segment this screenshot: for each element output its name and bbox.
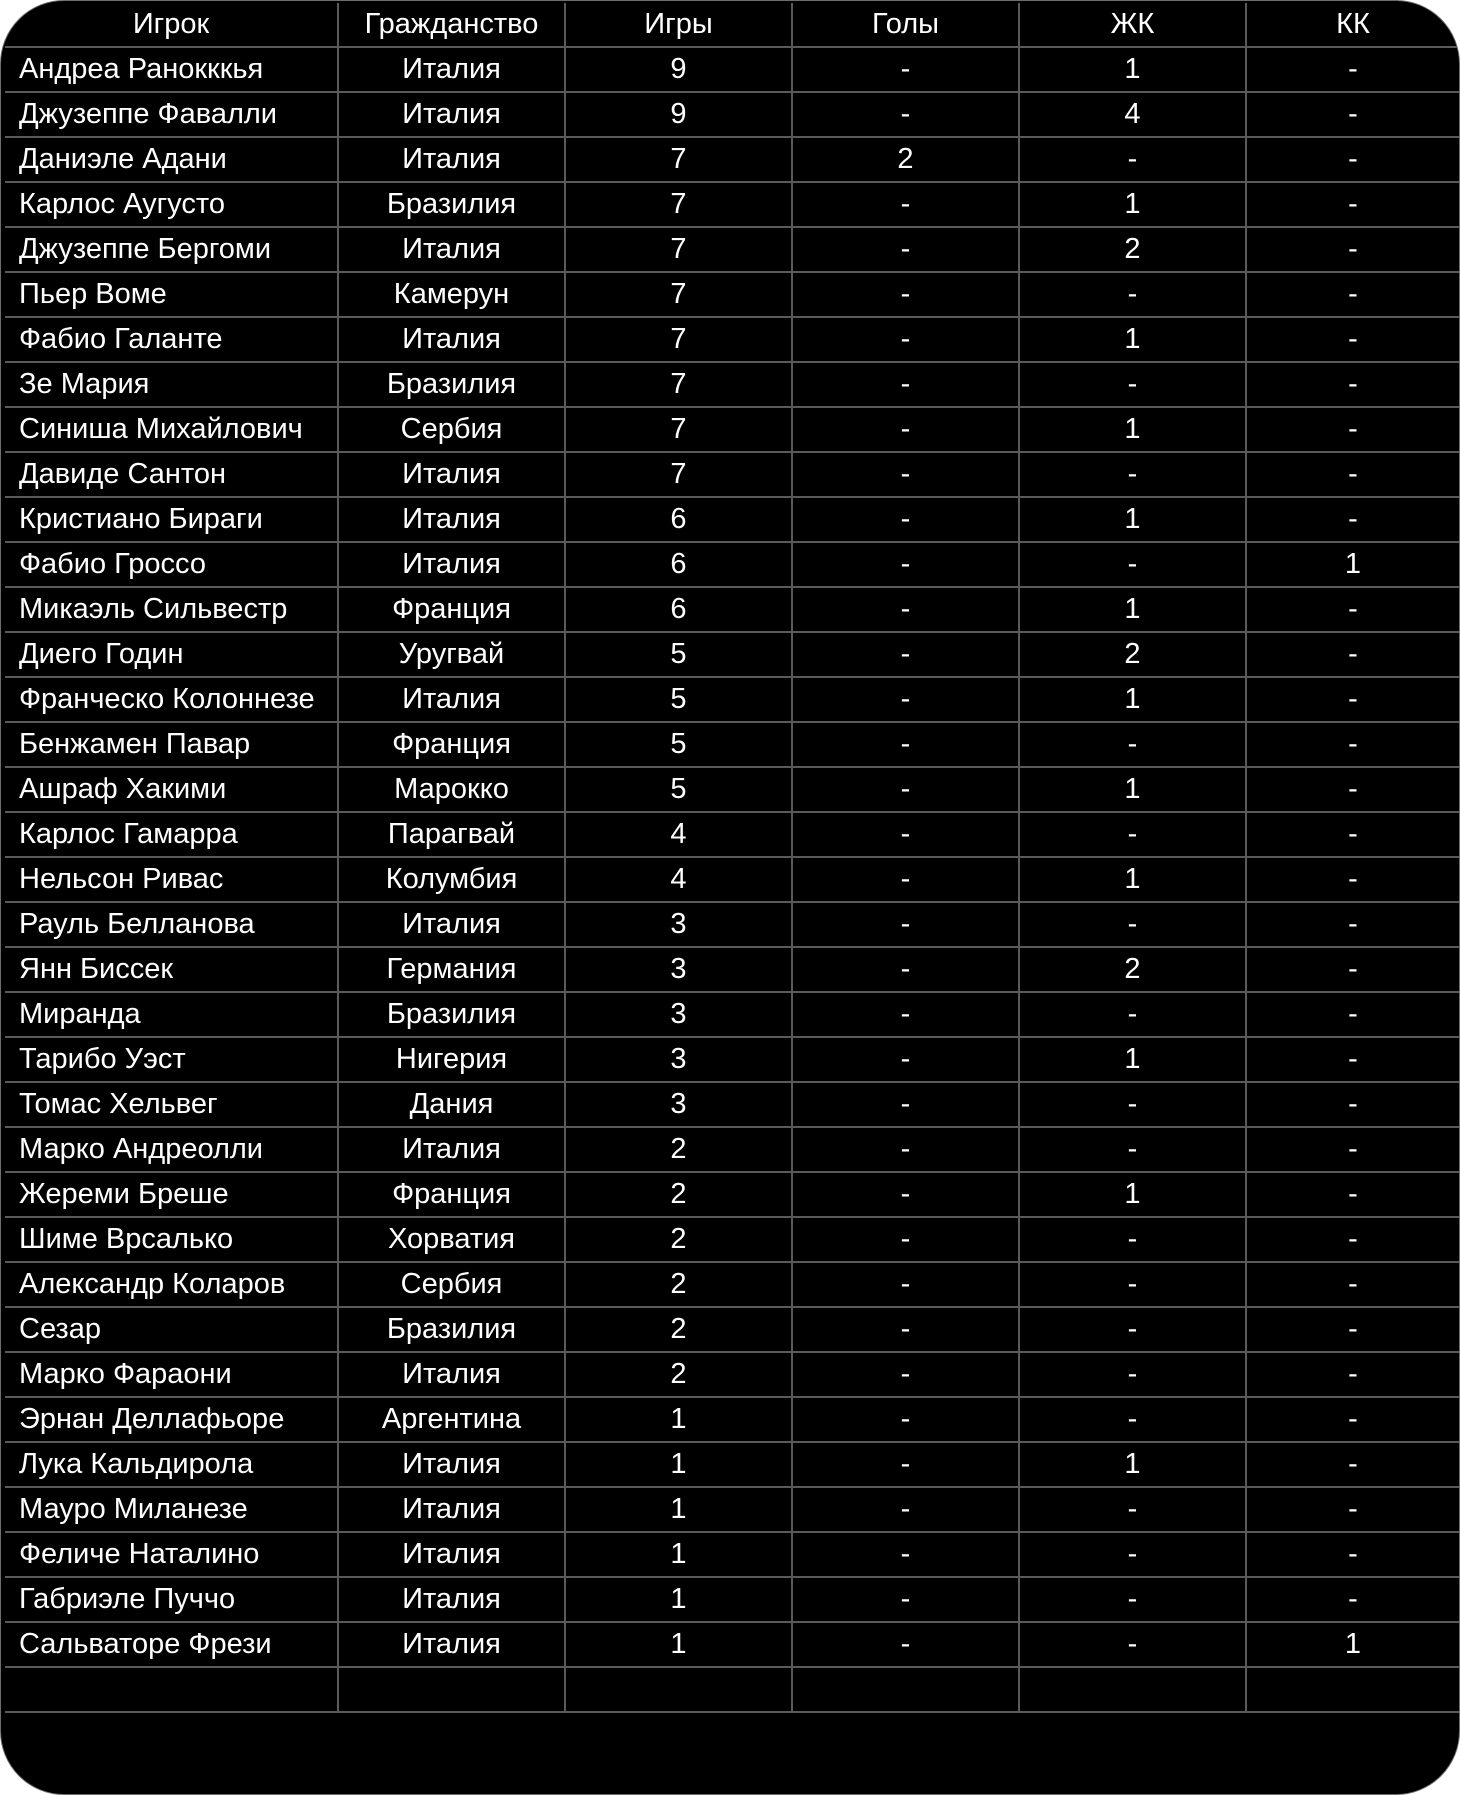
goals-cell: - [792,1577,1019,1622]
red-cards-cell: - [1246,1442,1459,1487]
citizenship-cell: Италия [338,227,565,272]
citizenship-cell: Италия [338,47,565,92]
player-name-cell: Зе Мария [5,362,338,407]
table-row [5,722,1459,767]
table-row [5,1082,1459,1127]
table-row [5,182,1459,227]
yellow-cards-cell: - [1019,1487,1246,1532]
header-red-cards: КК [1246,3,1459,47]
yellow-cards-cell: 4 [1019,92,1246,137]
citizenship-cell: Италия [338,1442,565,1487]
goals-cell: - [792,1127,1019,1172]
games-cell: 2 [565,1307,792,1352]
red-cards-cell: - [1246,947,1459,992]
goals-cell: - [792,587,1019,632]
games-cell: 3 [565,992,792,1037]
games-cell: 1 [565,1532,792,1577]
yellow-cards-cell: 1 [1019,1442,1246,1487]
table-row [5,812,1459,857]
red-cards-cell: - [1246,137,1459,182]
player-name-cell: Миранда [5,992,338,1037]
table-row [5,902,1459,947]
table-row [5,272,1459,317]
player-name-cell: Сезар [5,1307,338,1352]
player-name-cell: Александр Коларов [5,1262,338,1307]
empty-cell [565,1667,792,1712]
red-cards-cell: - [1246,1037,1459,1082]
goals-cell: - [792,317,1019,362]
citizenship-cell: Парагвай [338,812,565,857]
red-cards-cell: - [1246,182,1459,227]
table-row [5,947,1459,992]
games-cell: 4 [565,857,792,902]
games-cell: 4 [565,812,792,857]
yellow-cards-cell: 1 [1019,317,1246,362]
player-name-cell: Габриэле Пуччо [5,1577,338,1622]
table-row [5,632,1459,677]
red-cards-cell: - [1246,677,1459,722]
yellow-cards-cell: 1 [1019,1037,1246,1082]
games-cell: 2 [565,1217,792,1262]
yellow-cards-cell: - [1019,137,1246,182]
citizenship-cell: Камерун [338,272,565,317]
games-cell: 7 [565,137,792,182]
red-cards-cell: - [1246,407,1459,452]
red-cards-cell: - [1246,857,1459,902]
table-row [5,1577,1459,1622]
player-name-cell: Пьер Воме [5,272,338,317]
table-body [5,47,1459,1712]
header-yellow-cards: ЖК [1019,3,1246,47]
table-row [5,452,1459,497]
citizenship-cell: Италия [338,137,565,182]
citizenship-cell: Италия [338,1352,565,1397]
games-cell: 1 [565,1577,792,1622]
player-stats-table [5,3,1459,1713]
yellow-cards-cell: - [1019,1262,1246,1307]
table-row [5,992,1459,1037]
games-cell: 7 [565,182,792,227]
red-cards-cell: - [1246,1262,1459,1307]
games-cell: 1 [565,1622,792,1667]
red-cards-cell: - [1246,47,1459,92]
citizenship-cell: Италия [338,1532,565,1577]
yellow-cards-cell: 2 [1019,632,1246,677]
player-name-cell: Шиме Врсалько [5,1217,338,1262]
citizenship-cell: Бразилия [338,1307,565,1352]
games-cell: 5 [565,677,792,722]
red-cards-cell: - [1246,767,1459,812]
player-name-cell: Марко Фараони [5,1352,338,1397]
player-name-cell: Феличе Наталино [5,1532,338,1577]
red-cards-cell: - [1246,902,1459,947]
goals-cell: - [792,1622,1019,1667]
yellow-cards-cell: - [1019,1352,1246,1397]
yellow-cards-cell: 1 [1019,857,1246,902]
yellow-cards-cell: 1 [1019,182,1246,227]
goals-cell: - [792,992,1019,1037]
yellow-cards-cell: 2 [1019,227,1246,272]
table-row [5,47,1459,92]
player-name-cell: Бенжамен Павар [5,722,338,767]
goals-cell: - [792,1307,1019,1352]
games-cell: 6 [565,497,792,542]
red-cards-cell: - [1246,722,1459,767]
goals-cell: - [792,92,1019,137]
goals-cell: - [792,767,1019,812]
citizenship-cell: Колумбия [338,857,565,902]
goals-cell: - [792,47,1019,92]
player-name-cell: Франческо Колоннезе [5,677,338,722]
goals-cell: - [792,722,1019,767]
red-cards-cell: - [1246,1172,1459,1217]
yellow-cards-cell: - [1019,902,1246,947]
games-cell: 3 [565,1037,792,1082]
games-cell: 5 [565,767,792,812]
games-cell: 1 [565,1487,792,1532]
table-row [5,1352,1459,1397]
citizenship-cell: Уругвай [338,632,565,677]
goals-cell: - [792,1397,1019,1442]
table-row [5,227,1459,272]
yellow-cards-cell: - [1019,1532,1246,1577]
table-row [5,1037,1459,1082]
games-cell: 2 [565,1127,792,1172]
red-cards-cell: 1 [1246,542,1459,587]
games-cell: 1 [565,1442,792,1487]
goals-cell: - [792,452,1019,497]
goals-cell: - [792,1352,1019,1397]
citizenship-cell: Аргентина [338,1397,565,1442]
yellow-cards-cell: - [1019,1577,1246,1622]
citizenship-cell: Сербия [338,407,565,452]
yellow-cards-cell: 1 [1019,587,1246,632]
yellow-cards-cell: - [1019,1622,1246,1667]
header-row [5,3,1459,47]
citizenship-cell: Бразилия [338,182,565,227]
player-name-cell: Андреа Ранокккья [5,47,338,92]
player-name-cell: Лука Кальдирола [5,1442,338,1487]
red-cards-cell: - [1246,1487,1459,1532]
red-cards-cell: - [1246,1082,1459,1127]
empty-cell [5,1667,338,1712]
player-name-cell: Диего Годин [5,632,338,677]
red-cards-cell: - [1246,587,1459,632]
table-row [5,1172,1459,1217]
yellow-cards-cell: - [1019,722,1246,767]
yellow-cards-cell: 1 [1019,407,1246,452]
table-row [5,767,1459,812]
table-row [5,1262,1459,1307]
citizenship-cell: Италия [338,1622,565,1667]
games-cell: 2 [565,1262,792,1307]
red-cards-cell: - [1246,632,1459,677]
empty-table-row [5,1667,1459,1712]
goals-cell: - [792,1037,1019,1082]
player-name-cell: Тарибо Уэст [5,1037,338,1082]
goals-cell: - [792,1082,1019,1127]
citizenship-cell: Нигерия [338,1037,565,1082]
goals-cell: - [792,812,1019,857]
yellow-cards-cell: - [1019,1127,1246,1172]
citizenship-cell: Франция [338,587,565,632]
yellow-cards-cell: - [1019,1217,1246,1262]
goals-cell: - [792,677,1019,722]
table-row [5,317,1459,362]
citizenship-cell: Германия [338,947,565,992]
yellow-cards-cell: 2 [1019,947,1246,992]
player-name-cell: Давиде Сантон [5,452,338,497]
goals-cell: - [792,182,1019,227]
yellow-cards-cell: 1 [1019,767,1246,812]
red-cards-cell: - [1246,452,1459,497]
goals-cell: - [792,497,1019,542]
table-row [5,542,1459,587]
table-row [5,1307,1459,1352]
player-name-cell: Нельсон Ривас [5,857,338,902]
goals-cell: - [792,947,1019,992]
red-cards-cell: - [1246,227,1459,272]
player-name-cell: Ашраф Хакими [5,767,338,812]
player-name-cell: Фабио Галанте [5,317,338,362]
red-cards-cell: - [1246,272,1459,317]
player-name-cell: Кристиано Бираги [5,497,338,542]
table-row [5,857,1459,902]
table-row [5,677,1459,722]
citizenship-cell: Марокко [338,767,565,812]
player-name-cell: Марко Андреолли [5,1127,338,1172]
games-cell: 7 [565,452,792,497]
citizenship-cell: Франция [338,722,565,767]
empty-cell [338,1667,565,1712]
player-name-cell: Жереми Бреше [5,1172,338,1217]
games-cell: 2 [565,1352,792,1397]
yellow-cards-cell: - [1019,812,1246,857]
header-goals: Голы [792,3,1019,47]
citizenship-cell: Италия [338,317,565,362]
red-cards-cell: - [1246,317,1459,362]
goals-cell: - [792,542,1019,587]
empty-cell [1019,1667,1246,1712]
header-player: Игрок [5,3,338,47]
yellow-cards-cell: - [1019,362,1246,407]
table-row [5,1532,1459,1577]
goals-cell: - [792,407,1019,452]
player-name-cell: Карлос Гамарра [5,812,338,857]
red-cards-cell: - [1246,362,1459,407]
red-cards-cell: - [1246,1532,1459,1577]
yellow-cards-cell: - [1019,542,1246,587]
goals-cell: - [792,857,1019,902]
player-name-cell: Томас Хельвег [5,1082,338,1127]
citizenship-cell: Бразилия [338,362,565,407]
table-row [5,362,1459,407]
player-name-cell: Даниэле Адани [5,137,338,182]
yellow-cards-cell: - [1019,1397,1246,1442]
games-cell: 5 [565,722,792,767]
citizenship-cell: Дания [338,1082,565,1127]
games-cell: 7 [565,407,792,452]
games-cell: 1 [565,1397,792,1442]
red-cards-cell: - [1246,1127,1459,1172]
empty-cell [1246,1667,1459,1712]
red-cards-cell: - [1246,812,1459,857]
table-row [5,137,1459,182]
table-row [5,1487,1459,1532]
table-row [5,587,1459,632]
yellow-cards-cell: - [1019,272,1246,317]
yellow-cards-cell: 1 [1019,47,1246,92]
goals-cell: - [792,227,1019,272]
citizenship-cell: Сербия [338,1262,565,1307]
table-row [5,1217,1459,1262]
player-name-cell: Янн Биссек [5,947,338,992]
player-name-cell: Джузеппе Бергоми [5,227,338,272]
player-name-cell: Мауро Миланезе [5,1487,338,1532]
goals-cell: - [792,1172,1019,1217]
games-cell: 3 [565,947,792,992]
games-cell: 7 [565,272,792,317]
games-cell: 7 [565,227,792,272]
red-cards-cell: - [1246,1352,1459,1397]
yellow-cards-cell: 1 [1019,1172,1246,1217]
goals-cell: - [792,1532,1019,1577]
goals-cell: - [792,362,1019,407]
red-cards-cell: 1 [1246,1622,1459,1667]
games-cell: 3 [565,902,792,947]
header-games: Игры [565,3,792,47]
citizenship-cell: Бразилия [338,992,565,1037]
red-cards-cell: - [1246,1397,1459,1442]
games-cell: 6 [565,587,792,632]
table-row [5,407,1459,452]
citizenship-cell: Италия [338,452,565,497]
red-cards-cell: - [1246,992,1459,1037]
yellow-cards-cell: - [1019,1307,1246,1352]
red-cards-cell: - [1246,1217,1459,1262]
citizenship-cell: Италия [338,497,565,542]
player-name-cell: Фабио Гроссо [5,542,338,587]
citizenship-cell: Италия [338,1127,565,1172]
games-cell: 7 [565,317,792,362]
citizenship-cell: Италия [338,542,565,587]
empty-cell [792,1667,1019,1712]
red-cards-cell: - [1246,1577,1459,1622]
yellow-cards-cell: 1 [1019,677,1246,722]
table-row [5,1397,1459,1442]
citizenship-cell: Италия [338,902,565,947]
citizenship-cell: Хорватия [338,1217,565,1262]
yellow-cards-cell: 1 [1019,497,1246,542]
table-row [5,1127,1459,1172]
games-cell: 5 [565,632,792,677]
goals-cell: - [792,902,1019,947]
citizenship-cell: Италия [338,677,565,722]
citizenship-cell: Италия [338,1577,565,1622]
player-name-cell: Рауль Белланова [5,902,338,947]
goals-cell: 2 [792,137,1019,182]
games-cell: 3 [565,1082,792,1127]
red-cards-cell: - [1246,497,1459,542]
games-cell: 9 [565,47,792,92]
header-citizenship: Гражданство [338,3,565,47]
goals-cell: - [792,1487,1019,1532]
goals-cell: - [792,1262,1019,1307]
table-row [5,1622,1459,1667]
yellow-cards-cell: - [1019,992,1246,1037]
red-cards-cell: - [1246,92,1459,137]
goals-cell: - [792,1442,1019,1487]
player-name-cell: Микаэль Сильвестр [5,587,338,632]
player-name-cell: Карлос Аугусто [5,182,338,227]
goals-cell: - [792,1217,1019,1262]
citizenship-cell: Франция [338,1172,565,1217]
games-cell: 2 [565,1172,792,1217]
red-cards-cell: - [1246,1307,1459,1352]
player-name-cell: Джузеппе Фавалли [5,92,338,137]
goals-cell: - [792,632,1019,677]
games-cell: 7 [565,362,792,407]
citizenship-cell: Италия [338,92,565,137]
games-cell: 6 [565,542,792,587]
yellow-cards-cell: - [1019,452,1246,497]
table-row [5,497,1459,542]
citizenship-cell: Италия [338,1487,565,1532]
player-name-cell: Синиша Михайлович [5,407,338,452]
player-name-cell: Сальваторе Фрези [5,1622,338,1667]
yellow-cards-cell: - [1019,1082,1246,1127]
table-row [5,1442,1459,1487]
player-name-cell: Эрнан Деллафьоре [5,1397,338,1442]
table-row [5,92,1459,137]
goals-cell: - [792,272,1019,317]
games-cell: 9 [565,92,792,137]
